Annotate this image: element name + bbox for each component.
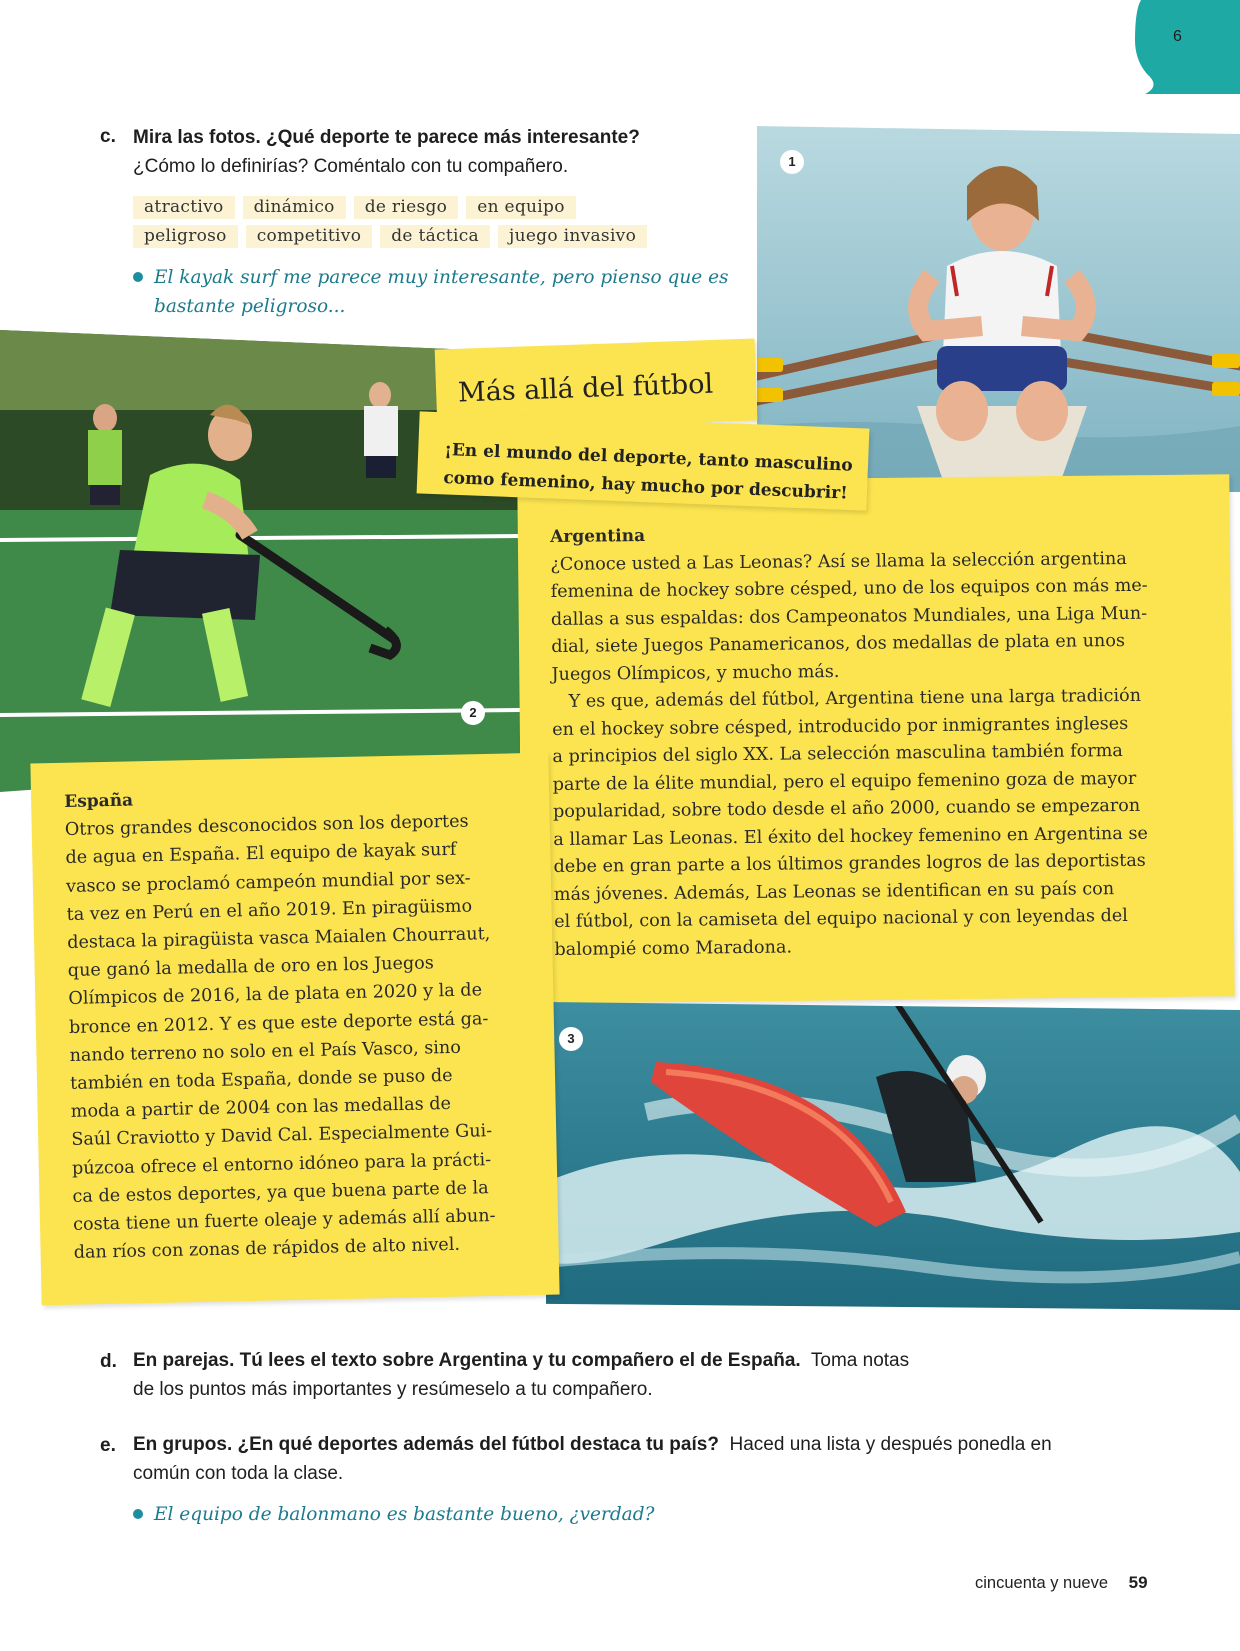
subtitle-line: ¡En el mundo del deporte, tanto masculino [444, 439, 853, 476]
chip: de táctica [380, 225, 490, 248]
exercise-e-instruction [133, 1430, 1052, 1488]
text-line: ta vez en Perú en el año 2019. En piragüismo [66, 896, 473, 925]
text-line: ¿Conoce usted a Las Leonas? Así se llama la selección argentina [550, 548, 1127, 575]
photo-kayak [546, 1002, 1240, 1310]
argentina-heading: Argentina [550, 526, 646, 547]
espana-heading: España [64, 790, 134, 812]
bullet-icon [133, 272, 143, 282]
exercise-e-letter: e. [100, 1435, 116, 1456]
text-line: a principios del siglo XX. La selección masculina también forma [552, 741, 1123, 767]
chip-row-1 [133, 196, 693, 219]
exercise-c-text: ¿Cómo lo definirías? Coméntalo con tu compañero. [133, 156, 569, 177]
photo-number-2: 2 [461, 701, 485, 725]
exercise-d-line2: de los puntos más importantes y resúmeselo a tu compañero. [133, 1379, 653, 1400]
text-line: que ganó la medalla de oro en los Juegos [67, 953, 435, 982]
text-line: Saúl Craviotto y David Cal. Especialmente Gui- [71, 1121, 493, 1151]
text-line: Juegos Olímpicos, y mucho más. [551, 661, 840, 685]
chip-row-2 [133, 225, 693, 248]
exercise-e-example: El equipo de balonmano es bastante bueno, ¿verdad? [154, 1504, 655, 1525]
chip: en equipo [466, 196, 576, 219]
text-line: dan ríos con zonas de rápidos de alto nivel. [73, 1235, 461, 1264]
chip: dinámico [243, 196, 346, 219]
espana-text [64, 778, 554, 1267]
exercise-d-bold: En parejas. Tú lees el texto sobre Argentina y tu compañero el de España. [133, 1350, 801, 1371]
chip: atractivo [133, 196, 235, 219]
text-line: debe en gran parte a los últimos grandes logros de las deportistas [553, 850, 1146, 877]
text-line: dial, siete Juegos Panamericanos, dos medallas de plata en unos [551, 630, 1126, 657]
text-line: Olímpicos de 2016, la de plata en 2020 y la de [68, 980, 483, 1010]
exercise-c-letter: c. [100, 126, 116, 147]
text-line: balompié como Maradona. [554, 936, 793, 960]
argentina-text [550, 517, 1205, 964]
text-line: moda a partir de 2004 con las medallas de [70, 1094, 452, 1123]
text-line: costa tiene un fuerte oleaje y además allí abun- [72, 1206, 496, 1235]
text-line: de agua en España. El equipo de kayak surf [65, 840, 457, 869]
text-line: bronce en 2012. Y es que este deporte está ga- [68, 1008, 489, 1038]
exercise-d-rest: Toma notas [810, 1350, 910, 1371]
photo-number-3: 3 [559, 1027, 583, 1051]
text-line: popularidad, sobre todo desde el año 2000, cuando se empezaron [552, 795, 1141, 822]
text-line: vasco se proclamó campeón mundial por sex- [65, 868, 471, 897]
exercise-e-line2: común con toda la clase. [133, 1463, 344, 1484]
article-title: Más allá del fútbol [457, 368, 714, 409]
exercise-d-letter: d. [100, 1351, 117, 1372]
exercise-e-rest: Haced una lista y después ponedla en [729, 1434, 1052, 1455]
photo-number-1: 1 [780, 150, 804, 174]
text-line: púzcoa ofrece el entorno idóneo para la prácti- [71, 1149, 492, 1179]
chip: juego invasivo [498, 225, 647, 248]
subtitle-line: como femenino, hay mucho por descubrir! [443, 467, 848, 504]
text-line: parte de la élite mundial, pero el equipo femenino goza de mayor [552, 768, 1137, 795]
adjective-chips [133, 196, 693, 254]
text-line: también en toda España, donde se puso de [69, 1065, 453, 1094]
chip: competitivo [246, 225, 373, 248]
text-line: a llamar Las Leonas. El éxito del hockey femenino en Argentina se [553, 823, 1148, 850]
text-line: el fútbol, con la camiseta del equipo nacional y con leyendas del [554, 905, 1128, 932]
text-line: en el hockey sobre césped, introducido por inmigrantes ingleses [552, 713, 1129, 740]
chip: de riesgo [354, 196, 459, 219]
page-number: 59 [1128, 1573, 1148, 1592]
text-line: más jóvenes. Además, Las Leonas se identifican en su país con [553, 878, 1115, 905]
text-line: ca de estos deportes, ya que buena parte de la [72, 1178, 489, 1207]
chip: peligroso [133, 225, 238, 248]
chapter-number: 6 [1173, 28, 1182, 45]
text-line: Otros grandes desconocidos son los deportes [64, 811, 469, 841]
text-line: destaca la piragüista vasca Maialen Chourraut, [67, 924, 491, 953]
exercise-c-instruction [133, 123, 640, 181]
page-footer [975, 1573, 1148, 1593]
text-line: nando terreno no solo en el País Vasco, sino [69, 1037, 462, 1066]
text-line: Y es que, además del fútbol, Argentina tiene una larga tradición [551, 685, 1142, 712]
exercise-c-example [154, 263, 729, 321]
example-line: El kayak surf me parece muy interesante, pero pienso que es [154, 267, 729, 288]
example-line: bastante peligroso... [154, 296, 346, 317]
bullet-icon [133, 1509, 143, 1519]
chapter-tab-shape [1135, 0, 1240, 100]
text-line: femenina de hockey sobre césped, uno de los equipos con más me- [550, 575, 1148, 602]
exercise-c-bold: Mira las fotos. ¿Qué deporte te parece más interesante? [133, 127, 640, 148]
text-line: dallas a sus espaldas: dos Campeonatos Mundiales, una Liga Mun- [550, 603, 1148, 630]
exercise-d-instruction [133, 1346, 909, 1404]
exercise-e-bold: En grupos. ¿En qué deportes además del fútbol destaca tu país? [133, 1434, 719, 1455]
page-number-words: cincuenta y nueve [975, 1574, 1109, 1592]
